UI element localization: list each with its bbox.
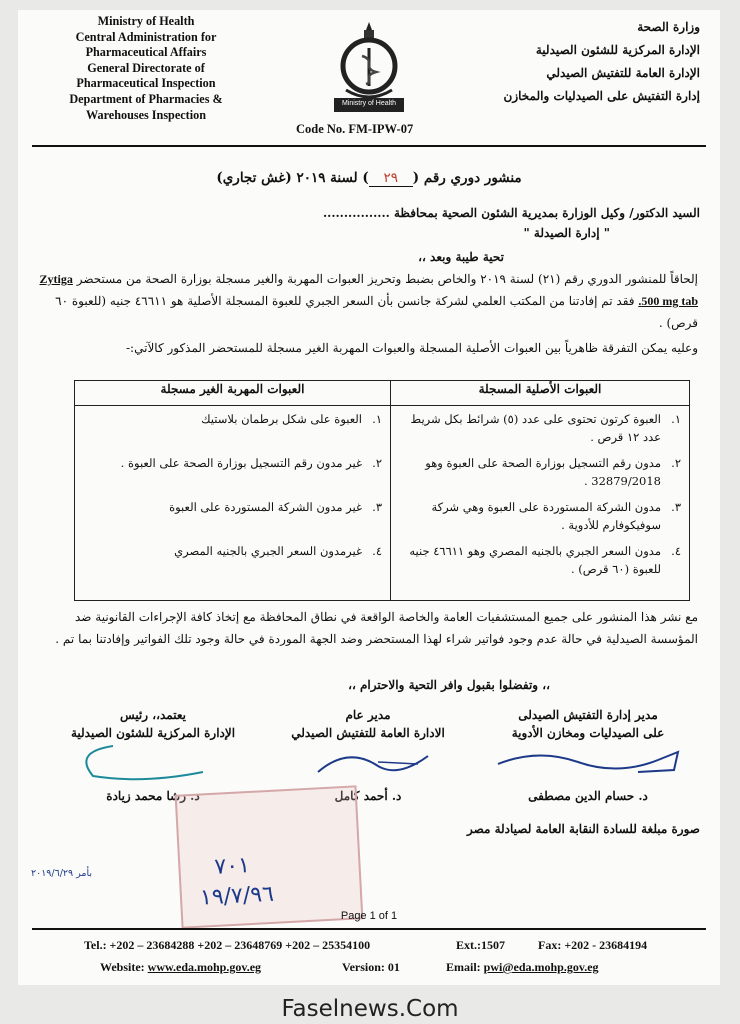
body-text: إلحاقاً للمنشور الدوري رقم (٢١) لسنة ٢٠١٩ والخاص بضبط وتحريز العبوات المهربة والغير مسجلة بوزارة الصحة من مستحضر: [76, 272, 698, 286]
website-label: Website:: [100, 960, 145, 974]
item-number: ١.: [372, 412, 382, 426]
copy-note: صورة مبلغة للسادة النقابة العامة لصيادلة مصر: [466, 822, 700, 836]
list-item: [399, 410, 681, 454]
item-number: ٤.: [671, 544, 681, 558]
smuggled-cell: [75, 406, 391, 601]
footer-phone: Tel.: +202 – 23684288 +202 – 23648769 +202 – 25354100: [84, 938, 371, 952]
signature-block-inspection-director: [478, 706, 698, 805]
circular-title: [18, 170, 720, 187]
footer-extension: Ext.:1507: [456, 938, 505, 952]
arabic-header: [440, 16, 700, 108]
handwritten-signature: [288, 742, 448, 782]
body-text: فقد تم إفادتنا من المكتب العلمي لشركة جانسن بأن السعر الجبري للعبوة المسجلة الأصلية هو ٤٦٦١١ جنيه (للعبوة ٦٠ قرص) .: [55, 294, 698, 330]
list-item: [83, 410, 382, 454]
website-link[interactable]: www.eda.mohp.gov.eg: [147, 960, 262, 974]
regards-line: ،، وتفضلوا بقبول وافر التحية والاحترام ،،: [348, 678, 550, 692]
site-watermark: Faselnews.Com: [281, 996, 459, 1022]
page-number: Page 1 of 1: [340, 910, 398, 922]
column-header-smuggled: العبوات المهربة الغير مسجلة: [75, 381, 391, 406]
header-line: الإدارة المركزية للشئون الصيدلية: [535, 43, 700, 57]
footer-website: [100, 960, 261, 975]
footer-version: Version: 01: [342, 960, 400, 974]
email-label: Email:: [446, 960, 481, 974]
item-text: مدون الشركة المستوردة على العبوة وهي شركة سوفيكوفارم للأدوية .: [431, 500, 661, 532]
addressee-department: " إدارة الصيدلة ": [523, 226, 610, 240]
received-stamp: [175, 785, 364, 928]
list-item: [83, 542, 382, 586]
item-text: العبوة على شكل برطمان بلاستيك: [201, 412, 362, 426]
header-line: Warehouses Inspection: [86, 107, 206, 122]
handwritten-note: بأمر ٢٠١٩/٦/٢٩: [30, 868, 92, 879]
signature-role: يعتمد،، رئيس: [120, 708, 186, 722]
header-line: Department of Pharmacies &: [69, 91, 223, 106]
item-number: ٢.: [372, 456, 382, 470]
email-link[interactable]: pwi@eda.mohp.gov.eg: [483, 960, 599, 974]
item-number: ٣.: [671, 500, 681, 514]
signatory-name: د. رشا محمد زيادة: [106, 789, 200, 803]
product-name: Zytiga 500 mg tab.: [39, 272, 698, 308]
header-line: الإدارة العامة للتفتيش الصيدلي: [546, 66, 700, 80]
signature-role: على الصيدليات ومخازن الأدوية: [511, 726, 665, 740]
handwritten-number: ٧٠١: [213, 853, 251, 880]
english-header: [40, 14, 252, 123]
header-line: Pharmaceutical Inspection: [76, 76, 216, 91]
header-line: إدارة التفتيش على الصيدليات والمخازن: [503, 89, 700, 103]
column-header-original: العبوات الأصلية المسجلة: [391, 381, 690, 406]
title-prefix: منشور دوري رقم (: [412, 170, 522, 186]
header-line: وزارة الصحة: [637, 20, 700, 34]
list-item: [399, 498, 681, 542]
ministry-logo: [328, 18, 410, 116]
item-number: ٢.: [671, 456, 681, 470]
item-text: غير مدون رقم التسجيل بوزارة الصحة على العبوة .: [120, 456, 362, 470]
item-number: ٣.: [372, 500, 382, 514]
item-number: ١.: [671, 412, 681, 426]
list-item: [399, 542, 681, 586]
signatory-name: د. أحمد كامل: [334, 789, 402, 803]
greeting: تحية طيبة وبعد ،،: [418, 250, 504, 264]
footer-email: [446, 960, 599, 975]
list-item: [83, 454, 382, 498]
original-cell: [391, 406, 690, 601]
signature-block-central-head: [48, 706, 258, 805]
comparison-table: [74, 380, 690, 601]
item-text: غير مدون الشركة المستوردة على العبوة: [169, 500, 362, 514]
title-suffix: ) لسنة ٢٠١٩ (غش تجاري): [216, 170, 369, 186]
signature-role: الادارة العامة للتفتيش الصيدلي: [291, 726, 445, 740]
body-paragraph-2: وعليه يمكن التفرقة ظاهرياً بين العبوات الأصلية المسجلة والعبوات المهربة الغير مسجلة للمستحضر المذكور كالآتي:-: [126, 341, 698, 355]
item-text: مدون رقم التسجيل بوزارة الصحة على العبوة وهو 32879/2018 .: [425, 456, 661, 488]
header-line: Pharmaceutical Affairs: [85, 45, 207, 60]
logo-caption: Ministry of Health: [341, 100, 397, 107]
body-paragraph-1: [38, 268, 698, 334]
signature-role: الإدارة المركزية للشئون الصيدلية: [70, 726, 236, 740]
item-number: ٤.: [372, 544, 382, 558]
closing-paragraph: مع نشر هذا المنشور على جميع المستشفيات العامة والخاصة الواقعة في نطاق المحافظة مع إتخاذ كافة الإجراءات القانونية ضد المؤسسة الصيدلية في حالة عدم وجود فواتير شراء لهذا المستحضر وضد الجهة الموردة في حالة وجود تلك الفواتير وإفادتنا بما تم .: [55, 610, 698, 646]
handwritten-signature: [53, 742, 253, 782]
signatory-name: د. حسام الدين مصطفى: [528, 789, 648, 803]
item-text: العبوة كرتون تحتوى على عدد (٥) شرائط بكل شريط عدد ١٢ قرص .: [410, 412, 661, 444]
handwritten-date: ١٩/٧/٩٦: [199, 881, 275, 911]
circular-number: ٢٩: [369, 170, 413, 187]
header-divider: [32, 145, 706, 147]
header-line: Central Administration for: [75, 29, 217, 44]
header-line: Ministry of Health: [97, 14, 195, 28]
table-row: [75, 406, 690, 601]
signature-role: مدير إدارة التفتيش الصيدلى: [518, 708, 658, 722]
header-line: General Directorate of: [87, 60, 205, 75]
item-text: مدون السعر الجبري بالجنيه المصري وهو ٤٦٦١١ جنيه للعبوة (٦٠ قرص) .: [409, 544, 661, 576]
list-item: [399, 454, 681, 498]
handwritten-signature: [488, 742, 688, 782]
document-page: [18, 10, 720, 985]
addressee-line: السيد الدكتور/ وكيل الوزارة بمديرية الشئون الصحية بمحافظة ................: [322, 206, 700, 220]
list-item: [83, 498, 382, 542]
signature-role: مدير عام: [345, 708, 391, 722]
footer-fax: Fax: +202 - 23684194: [538, 938, 648, 952]
item-text: غيرمدون السعر الجبري بالجنيه المصري: [174, 544, 362, 558]
form-code: Code No. FM-IPW-07: [296, 122, 414, 136]
footer-divider: [32, 928, 706, 930]
